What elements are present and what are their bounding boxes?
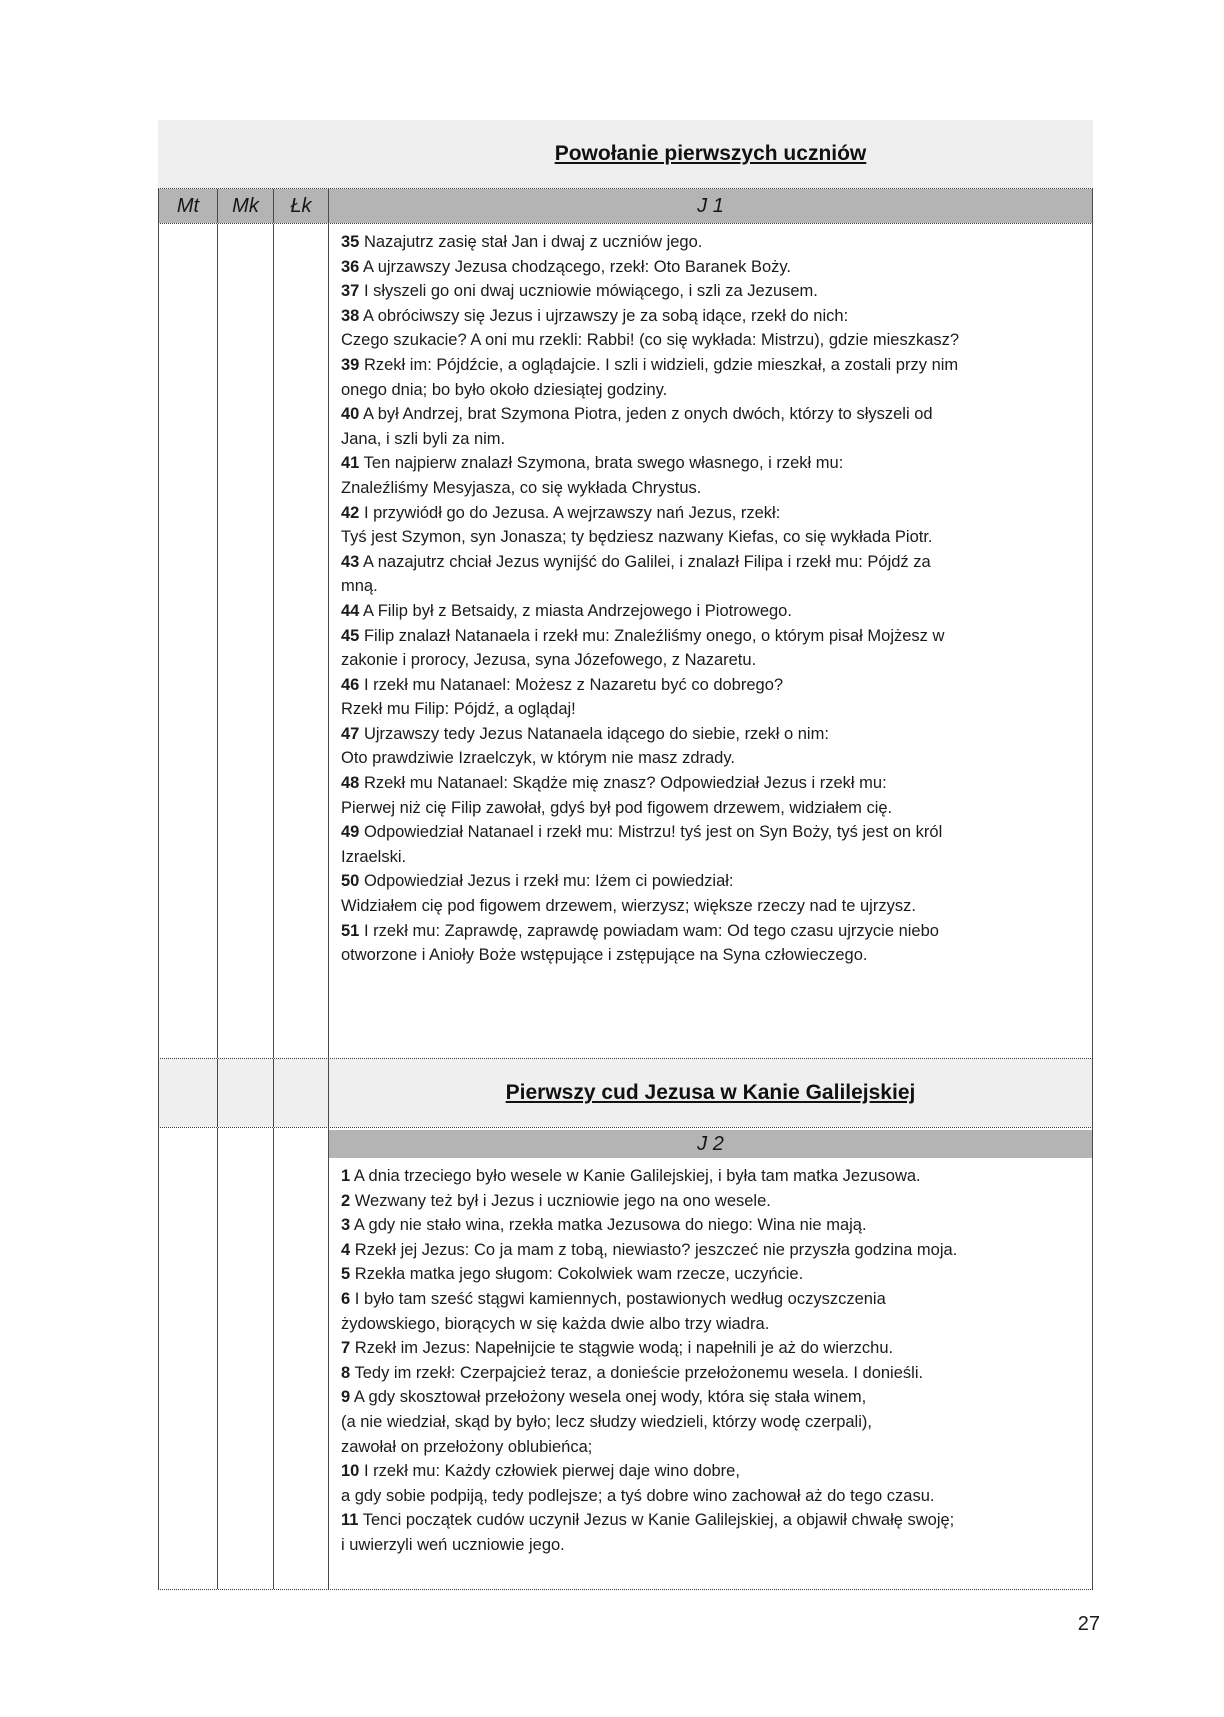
verse-number: 45 [341, 626, 360, 645]
verse-number: 47 [341, 724, 360, 743]
empty-cell-mt-2 [158, 1128, 217, 1589]
verse-line: i uwierzyli weń uczniowie jego. [341, 1535, 565, 1554]
verse-line: 47 Ujrzawszy tedy Jezus Natanaela idącego do siebie, rzekł o nim: [341, 724, 829, 743]
title2-cell-lk [273, 1059, 328, 1127]
verse-number: 7 [341, 1339, 351, 1358]
column-label-mk: Mk [232, 194, 259, 217]
verse-number: 43 [341, 552, 360, 571]
table-body-row-1 [158, 223, 1093, 1058]
verse-number: 51 [341, 921, 360, 940]
reference-label-1: J 1 [697, 194, 724, 217]
verse-line: zawołał on przełożony oblubieńca; [341, 1437, 593, 1456]
verse-number: 40 [341, 405, 360, 424]
title2-cell-main [328, 1059, 1093, 1127]
verse-line: 38 A obróciwszy się Jezus i ujrzawszy je za sobą idące, rzekł do nich: [341, 306, 849, 325]
verse-line: 11 Tenci początek cudów uczynił Jezus w Kanie Galilejskiej, a objawił chwałę swoję; [341, 1511, 955, 1530]
verse-line: 37 I słyszeli go oni dwaj uczniowie mówiącego, i szli za Jezusem. [341, 282, 818, 301]
verse-line: 40 A był Andrzej, brat Szymona Piotra, jeden z onych dwóch, którzy to słyszeli od [341, 405, 933, 424]
verse-block-2 [329, 1158, 1092, 1558]
verse-line: Tyś jest Szymon, syn Jonasza; ty będziesz nazwany Kiefas, co się wykłada Piotr. [341, 528, 933, 547]
verse-line: Oto prawdziwie Izraelczyk, w którym nie masz zdrady. [341, 749, 735, 768]
verse-number: 44 [341, 601, 360, 620]
title-cell [328, 142, 1093, 166]
verse-line: 3 A gdy nie stało wina, rzekła matka Jezusowa do niego: Wina nie mają. [341, 1216, 867, 1235]
title2-cell-mt [158, 1059, 217, 1127]
title2-cell-mk [217, 1059, 273, 1127]
reference-label-2: J 2 [697, 1132, 724, 1155]
verse-number: 6 [341, 1289, 351, 1308]
verse-line: Jana, i szli byli za nim. [341, 429, 506, 448]
column-label-lk: Łk [290, 194, 312, 217]
verse-line: 6 I było tam sześć stągwi kamiennych, postawionych według oczyszczenia [341, 1289, 886, 1308]
verse-text-cell-1 [328, 224, 1093, 1058]
verse-line: 2 Wezwany też był i Jezus i uczniowie jego na ono wesele. [341, 1191, 771, 1210]
verse-line: 8 Tedy im rzekł: Czerpajcież teraz, a donieście przełożonemu wesela. I donieśli. [341, 1363, 924, 1382]
verse-line: 50 Odpowiedział Jezus i rzekł mu: Iżem ci powiedział: [341, 872, 734, 891]
header-cell-mk [217, 189, 273, 223]
verse-number: 10 [341, 1462, 360, 1481]
verse-number: 50 [341, 872, 360, 891]
header-cell-lk [273, 189, 328, 223]
verse-number: 8 [341, 1363, 351, 1382]
empty-cell-lk-2 [273, 1128, 328, 1589]
verse-number: 36 [341, 257, 360, 276]
header-cell-mt [158, 189, 217, 223]
verse-line: 43 A nazajutrz chciał Jezus wynijść do Galilei, i znalazł Filipa i rzekł mu: Pójdź za [341, 552, 931, 571]
verse-line: 35 Nazajutrz zasię stał Jan i dwaj z uczniów jego. [341, 233, 703, 251]
page-number: 27 [1077, 1613, 1100, 1635]
verse-line: 49 Odpowiedział Natanael i rzekł mu: Mistrzu! tyś jest on Syn Boży, tyś jest on król [341, 823, 943, 842]
verse-line: Pierwej niż cię Filip zawołał, gdyś był pod figowem drzewem, widziałem cię. [341, 798, 893, 817]
verse-line: Czego szukacie? A oni mu rzekli: Rabbi! (co się wykłada: Mistrzu), gdzie mieszkasz? [341, 331, 960, 350]
verse-number: 38 [341, 306, 360, 325]
verse-line: żydowskiego, biorących w się każda dwie albo trzy wiadra. [341, 1314, 770, 1333]
verse-number: 4 [341, 1240, 351, 1259]
section-title-2: Pierwszy cud Jezusa w Kanie Galilejskiej [505, 1081, 916, 1104]
verse-line: Izraelski. [341, 847, 407, 866]
verse-line: 44 A Filip był z Betsaidy, z miasta Andrzejowego i Piotrowego. [341, 601, 792, 620]
section-title-row-1 [158, 120, 1093, 188]
verse-line: 41 Ten najpierw znalazł Szymona, brata swego własnego, i rzekł mu: [341, 454, 844, 473]
verse-line: a gdy sobie podpiją, tedy podlejsze; a tyś dobre wino zachował aż do tego czasu. [341, 1486, 935, 1505]
verse-line: 42 I przywiódł go do Jezusa. A wejrzawszy nań Jezus, rzekł: [341, 503, 781, 522]
verse-number: 48 [341, 774, 360, 793]
verse-number: 41 [341, 454, 360, 473]
verse-number: 1 [341, 1167, 351, 1185]
header-band-reference-2 [329, 1130, 1092, 1158]
column-label-mt: Mt [176, 194, 200, 217]
verse-line: 51 I rzekł mu: Zaprawdę, zaprawdę powiadam wam: Od tego czasu ujrzycie niebo [341, 921, 939, 940]
verse-number: 3 [341, 1216, 351, 1235]
empty-cell-lk [273, 224, 328, 1058]
verse-line: 46 I rzekł mu Natanael: Możesz z Nazaretu być co dobrego? [341, 675, 784, 694]
verse-number: 37 [341, 282, 360, 301]
verse-line: 36 A ujrzawszy Jezusa chodzącego, rzekł: Oto Baranek Boży. [341, 257, 792, 276]
verse-number: 42 [341, 503, 360, 522]
verse-number: 5 [341, 1265, 351, 1284]
verse-line: 48 Rzekł mu Natanael: Skądże mię znasz? Odpowiedział Jezus i rzekł mu: [341, 774, 887, 793]
verse-line: Widziałem cię pod figowem drzewem, wierzysz; większe rzeczy nad te ujrzysz. [341, 897, 916, 916]
verse-number: 11 [341, 1511, 359, 1530]
section-title-row-2 [158, 1058, 1093, 1127]
verse-line: otworzone i Anioły Boże wstępujące i zstępujące na Syna człowieczego. [341, 946, 868, 965]
verse-number: 49 [341, 823, 360, 842]
verse-line: 9 A gdy skosztował przełożony wesela onej wody, która się stała winem, [341, 1388, 867, 1407]
empty-cell-mk [217, 224, 273, 1058]
table-header-row [158, 188, 1093, 223]
empty-cell-mt [158, 224, 217, 1058]
verse-number: 9 [341, 1388, 351, 1407]
verse-line: 10 I rzekł mu: Każdy człowiek pierwej daje wino dobre, [341, 1462, 740, 1481]
verse-line: (a nie wiedział, skąd by było; lecz słudzy wiedzieli, którzy wodę czerpali), [341, 1412, 872, 1431]
verse-block-1 [329, 224, 1092, 968]
verse-line: 1 A dnia trzeciego było wesele w Kanie Galilejskiej, i była tam matka Jezusowa. [341, 1167, 921, 1185]
verse-line: mną. [341, 577, 378, 596]
verse-number: 35 [341, 233, 360, 251]
verse-number: 46 [341, 675, 360, 694]
verse-line: zakonie i prorocy, Jezusa, syna Józefowego, z Nazaretu. [341, 651, 757, 670]
table-body-row-2 [158, 1127, 1093, 1590]
verse-line: onego dnia; bo było około dziesiątej godziny. [341, 380, 668, 399]
verse-line: 7 Rzekł im Jezus: Napełnijcie te stągwie wodą; i napełnili je aż do wierzchu. [341, 1339, 894, 1358]
verse-number: 2 [341, 1191, 351, 1210]
verse-number: 39 [341, 355, 360, 374]
verse-line: 5 Rzekła matka jego sługom: Cokolwiek wam rzecze, uczyńcie. [341, 1265, 804, 1284]
verse-line: 45 Filip znalazł Natanaela i rzekł mu: Znaleźliśmy onego, o którym pisał Mojżesz w [341, 626, 945, 645]
empty-cell-mk-2 [217, 1128, 273, 1589]
gospel-harmony-table [158, 120, 1093, 1590]
verse-line: Rzekł mu Filip: Pójdź, a oglądaj! [341, 700, 576, 719]
verse-line: Znaleźliśmy Mesyjasza, co się wykłada Chrystus. [341, 478, 702, 497]
verse-text-cell-2 [328, 1128, 1093, 1589]
header-cell-reference-1 [328, 189, 1093, 223]
section-title-1: Powołanie pierwszych uczniów [554, 142, 867, 165]
verse-line: 39 Rzekł im: Pójdźcie, a oglądajcie. I szli i widzieli, gdzie mieszkał, a zostali przy nim [341, 355, 959, 374]
verse-line: 4 Rzekł jej Jezus: Co ja mam z tobą, niewiasto? jeszczeć nie przyszła godzina moja. [341, 1240, 958, 1259]
